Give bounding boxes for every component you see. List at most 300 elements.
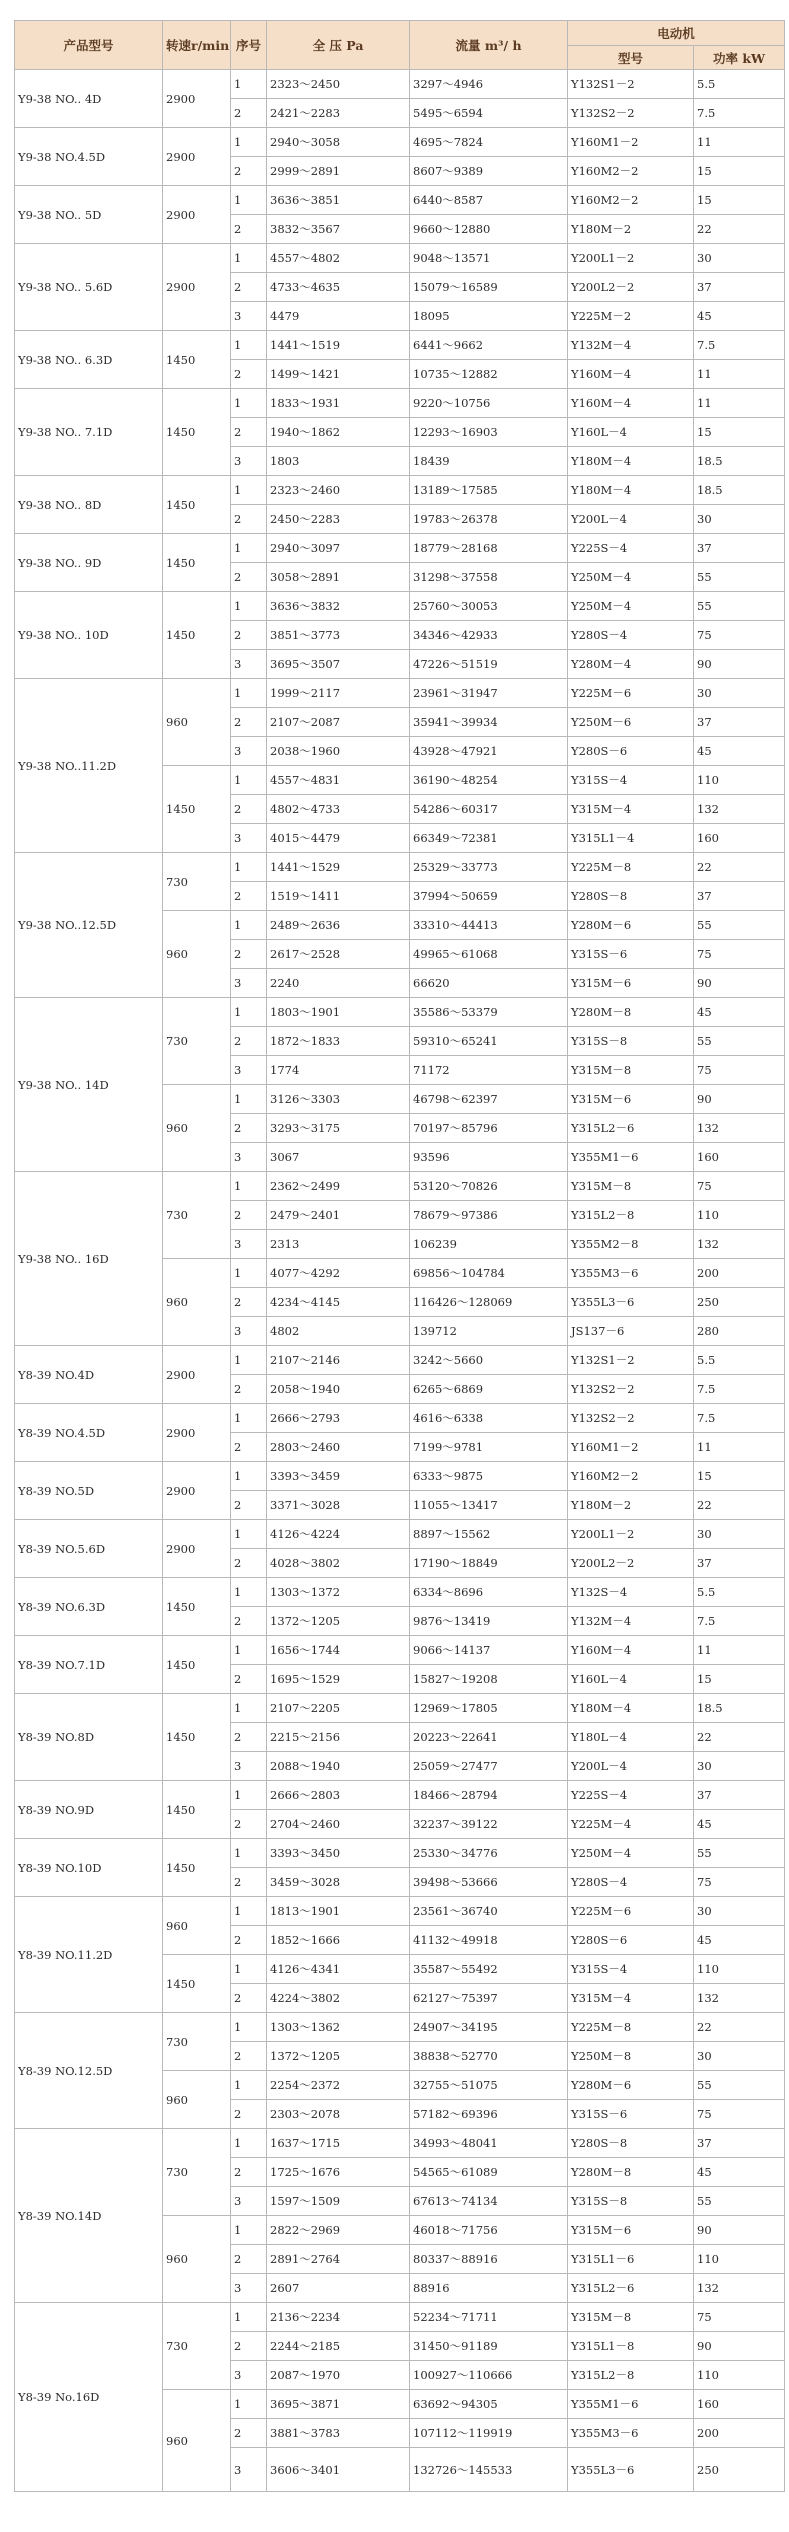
seq-cell: 3 bbox=[231, 2187, 267, 2216]
motor-type-cell: Y315S－8 bbox=[568, 1027, 694, 1056]
flow-cell: 11055～13417 bbox=[410, 1491, 568, 1520]
motor-type-cell: Y355M3－6 bbox=[568, 1259, 694, 1288]
power-cell: 250 bbox=[694, 1288, 785, 1317]
seq-cell: 2 bbox=[231, 1027, 267, 1056]
seq-cell: 3 bbox=[231, 2274, 267, 2303]
table-row bbox=[15, 1462, 785, 1491]
table-row bbox=[15, 1897, 785, 1926]
header-speed: 转速r/min bbox=[163, 21, 231, 70]
seq-cell: 2 bbox=[231, 1926, 267, 1955]
power-cell: 55 bbox=[694, 563, 785, 592]
flow-cell: 6440～8587 bbox=[410, 186, 568, 215]
power-cell: 7.5 bbox=[694, 331, 785, 360]
seq-cell: 2 bbox=[231, 505, 267, 534]
motor-type-cell: Y160L－4 bbox=[568, 418, 694, 447]
table-row bbox=[15, 1694, 785, 1723]
power-cell: 132 bbox=[694, 1114, 785, 1143]
power-cell: 15 bbox=[694, 186, 785, 215]
power-cell: 132 bbox=[694, 1230, 785, 1259]
flow-cell: 8897～15562 bbox=[410, 1520, 568, 1549]
motor-type-cell: Y355L3－6 bbox=[568, 1288, 694, 1317]
power-cell: 200 bbox=[694, 1259, 785, 1288]
seq-cell: 2 bbox=[231, 940, 267, 969]
pressure-cell: 3393～3450 bbox=[267, 1839, 410, 1868]
flow-cell: 25329～33773 bbox=[410, 853, 568, 882]
power-cell: 15 bbox=[694, 418, 785, 447]
pressure-cell: 1872～1833 bbox=[267, 1027, 410, 1056]
motor-type-cell: Y160M2－2 bbox=[568, 1462, 694, 1491]
motor-type-cell: Y132S2－2 bbox=[568, 99, 694, 128]
speed-cell: 1450 bbox=[163, 389, 231, 476]
power-cell: 37 bbox=[694, 1549, 785, 1578]
pressure-cell: 2450～2283 bbox=[267, 505, 410, 534]
pressure-cell: 1833～1931 bbox=[267, 389, 410, 418]
pressure-cell: 4126～4224 bbox=[267, 1520, 410, 1549]
pressure-cell: 3293～3175 bbox=[267, 1114, 410, 1143]
speed-cell: 2900 bbox=[163, 186, 231, 244]
table-row bbox=[15, 998, 785, 1027]
motor-type-cell: Y225M－4 bbox=[568, 1810, 694, 1839]
motor-type-cell: Y180M－2 bbox=[568, 215, 694, 244]
pressure-cell: 3126～3303 bbox=[267, 1085, 410, 1114]
pressure-cell: 4802 bbox=[267, 1317, 410, 1346]
flow-cell: 49965～61068 bbox=[410, 940, 568, 969]
speed-cell: 2900 bbox=[163, 244, 231, 331]
flow-cell: 39498～53666 bbox=[410, 1868, 568, 1897]
motor-type-cell: Y315M－4 bbox=[568, 795, 694, 824]
seq-cell: 1 bbox=[231, 998, 267, 1027]
power-cell: 45 bbox=[694, 1926, 785, 1955]
motor-type-cell: Y250M－4 bbox=[568, 1839, 694, 1868]
power-cell: 280 bbox=[694, 1317, 785, 1346]
motor-type-cell: Y315M－8 bbox=[568, 1172, 694, 1201]
flow-cell: 116426～128069 bbox=[410, 1288, 568, 1317]
power-cell: 5.5 bbox=[694, 70, 785, 99]
table-row bbox=[15, 389, 785, 418]
model-cell: Y9-38 NO.. 7.1D bbox=[15, 389, 163, 476]
speed-cell: 960 bbox=[163, 1259, 231, 1346]
motor-type-cell: Y180L－4 bbox=[568, 1723, 694, 1752]
power-cell: 75 bbox=[694, 2100, 785, 2129]
flow-cell: 25059～27477 bbox=[410, 1752, 568, 1781]
seq-cell: 3 bbox=[231, 1317, 267, 1346]
table-row bbox=[15, 1578, 785, 1607]
speed-cell: 1450 bbox=[163, 1955, 231, 2013]
model-cell: Y8-39 NO.14D bbox=[15, 2129, 163, 2303]
flow-cell: 18779～28168 bbox=[410, 534, 568, 563]
motor-type-cell: Y355L3－6 bbox=[568, 2448, 694, 2492]
seq-cell: 2 bbox=[231, 215, 267, 244]
flow-cell: 57182～69396 bbox=[410, 2100, 568, 2129]
power-cell: 37 bbox=[694, 882, 785, 911]
seq-cell: 2 bbox=[231, 1491, 267, 1520]
seq-cell: 1 bbox=[231, 2129, 267, 2158]
flow-cell: 34346～42933 bbox=[410, 621, 568, 650]
model-cell: Y8-39 NO.8D bbox=[15, 1694, 163, 1781]
motor-type-cell: Y160M－4 bbox=[568, 1636, 694, 1665]
power-cell: 160 bbox=[694, 2390, 785, 2419]
speed-cell: 730 bbox=[163, 2129, 231, 2216]
motor-type-cell: Y180M－4 bbox=[568, 447, 694, 476]
table-row bbox=[15, 592, 785, 621]
power-cell: 11 bbox=[694, 128, 785, 157]
pressure-cell: 1499～1421 bbox=[267, 360, 410, 389]
pressure-cell: 2666～2793 bbox=[267, 1404, 410, 1433]
pressure-cell: 2240 bbox=[267, 969, 410, 998]
pressure-cell: 3459～3028 bbox=[267, 1868, 410, 1897]
seq-cell: 2 bbox=[231, 2245, 267, 2274]
flow-cell: 31450～91189 bbox=[410, 2332, 568, 2361]
header-power: 功率 kW bbox=[694, 46, 785, 70]
motor-type-cell: Y200L－4 bbox=[568, 1752, 694, 1781]
model-cell: Y8-39 NO.6.3D bbox=[15, 1578, 163, 1636]
power-cell: 22 bbox=[694, 853, 785, 882]
speed-cell: 1450 bbox=[163, 766, 231, 853]
flow-cell: 6333～9875 bbox=[410, 1462, 568, 1491]
seq-cell: 1 bbox=[231, 1636, 267, 1665]
motor-type-cell: Y280M－6 bbox=[568, 2071, 694, 2100]
seq-cell: 1 bbox=[231, 476, 267, 505]
seq-cell: 1 bbox=[231, 1346, 267, 1375]
seq-cell: 1 bbox=[231, 2390, 267, 2419]
flow-cell: 88916 bbox=[410, 2274, 568, 2303]
seq-cell: 1 bbox=[231, 331, 267, 360]
motor-type-cell: Y180M－2 bbox=[568, 1491, 694, 1520]
power-cell: 75 bbox=[694, 940, 785, 969]
seq-cell: 1 bbox=[231, 186, 267, 215]
flow-cell: 71172 bbox=[410, 1056, 568, 1085]
pressure-cell: 2891～2764 bbox=[267, 2245, 410, 2274]
power-cell: 160 bbox=[694, 1143, 785, 1172]
flow-cell: 78679～97386 bbox=[410, 1201, 568, 1230]
flow-cell: 5495～6594 bbox=[410, 99, 568, 128]
seq-cell: 2 bbox=[231, 360, 267, 389]
header-seq: 序号 bbox=[231, 21, 267, 70]
power-cell: 160 bbox=[694, 824, 785, 853]
seq-cell: 2 bbox=[231, 273, 267, 302]
flow-cell: 54286～60317 bbox=[410, 795, 568, 824]
seq-cell: 3 bbox=[231, 969, 267, 998]
model-cell: Y9-38 NO.. 8D bbox=[15, 476, 163, 534]
speed-cell: 2900 bbox=[163, 70, 231, 128]
motor-type-cell: Y180M－4 bbox=[568, 476, 694, 505]
flow-cell: 43928～47921 bbox=[410, 737, 568, 766]
model-cell: Y8-39 NO.4.5D bbox=[15, 1404, 163, 1462]
seq-cell: 1 bbox=[231, 1259, 267, 1288]
power-cell: 30 bbox=[694, 679, 785, 708]
pressure-cell: 4802～4733 bbox=[267, 795, 410, 824]
flow-cell: 66620 bbox=[410, 969, 568, 998]
motor-type-cell: Y250M－8 bbox=[568, 2042, 694, 2071]
pressure-cell: 2107～2087 bbox=[267, 708, 410, 737]
motor-type-cell: Y315S－4 bbox=[568, 766, 694, 795]
power-cell: 110 bbox=[694, 1955, 785, 1984]
seq-cell: 1 bbox=[231, 911, 267, 940]
power-cell: 45 bbox=[694, 2158, 785, 2187]
seq-cell: 2 bbox=[231, 2100, 267, 2129]
motor-type-cell: Y225S－4 bbox=[568, 1781, 694, 1810]
table-row bbox=[15, 1520, 785, 1549]
power-cell: 75 bbox=[694, 621, 785, 650]
motor-type-cell: Y315L2－8 bbox=[568, 2361, 694, 2390]
seq-cell: 1 bbox=[231, 2071, 267, 2100]
seq-cell: 2 bbox=[231, 2042, 267, 2071]
motor-type-cell: Y315M－6 bbox=[568, 1085, 694, 1114]
motor-type-cell: Y225S－4 bbox=[568, 534, 694, 563]
header-model: 产品型号 bbox=[15, 21, 163, 70]
seq-cell: 2 bbox=[231, 2332, 267, 2361]
pressure-cell: 1372～1205 bbox=[267, 1607, 410, 1636]
power-cell: 110 bbox=[694, 766, 785, 795]
power-cell: 55 bbox=[694, 911, 785, 940]
table-row bbox=[15, 331, 785, 360]
motor-type-cell: Y132S－4 bbox=[568, 1578, 694, 1607]
model-cell: Y9-38 NO.. 5D bbox=[15, 186, 163, 244]
flow-cell: 9220～10756 bbox=[410, 389, 568, 418]
speed-cell: 1450 bbox=[163, 331, 231, 389]
pressure-cell: 1695～1529 bbox=[267, 1665, 410, 1694]
model-cell: Y9-38 NO.. 5.6D bbox=[15, 244, 163, 331]
motor-type-cell: Y225M－2 bbox=[568, 302, 694, 331]
seq-cell: 2 bbox=[231, 2158, 267, 2187]
power-cell: 7.5 bbox=[694, 1375, 785, 1404]
pressure-cell: 2038～1960 bbox=[267, 737, 410, 766]
power-cell: 30 bbox=[694, 244, 785, 273]
pressure-cell: 2323～2450 bbox=[267, 70, 410, 99]
speed-cell: 2900 bbox=[163, 128, 231, 186]
speed-cell: 1450 bbox=[163, 592, 231, 679]
seq-cell: 2 bbox=[231, 1723, 267, 1752]
power-cell: 45 bbox=[694, 998, 785, 1027]
speed-cell: 2900 bbox=[163, 1462, 231, 1520]
speed-cell: 1450 bbox=[163, 476, 231, 534]
seq-cell: 2 bbox=[231, 99, 267, 128]
flow-cell: 7199～9781 bbox=[410, 1433, 568, 1462]
pressure-cell: 2362～2499 bbox=[267, 1172, 410, 1201]
table-row bbox=[15, 186, 785, 215]
flow-cell: 15079～16589 bbox=[410, 273, 568, 302]
pressure-cell: 1303～1362 bbox=[267, 2013, 410, 2042]
power-cell: 11 bbox=[694, 1636, 785, 1665]
speed-cell: 1450 bbox=[163, 1578, 231, 1636]
pressure-cell: 3695～3871 bbox=[267, 2390, 410, 2419]
table-row bbox=[15, 853, 785, 882]
pressure-cell: 1725～1676 bbox=[267, 2158, 410, 2187]
seq-cell: 2 bbox=[231, 1288, 267, 1317]
motor-type-cell: Y315M－8 bbox=[568, 1056, 694, 1085]
seq-cell: 1 bbox=[231, 244, 267, 273]
speed-cell: 960 bbox=[163, 2071, 231, 2129]
speed-cell: 1450 bbox=[163, 1781, 231, 1839]
motor-type-cell: Y200L2－2 bbox=[568, 1549, 694, 1578]
power-cell: 18.5 bbox=[694, 1694, 785, 1723]
pressure-cell: 1597～1509 bbox=[267, 2187, 410, 2216]
power-cell: 37 bbox=[694, 708, 785, 737]
seq-cell: 2 bbox=[231, 882, 267, 911]
seq-cell: 1 bbox=[231, 2013, 267, 2042]
seq-cell: 1 bbox=[231, 1781, 267, 1810]
pressure-cell: 2940～3058 bbox=[267, 128, 410, 157]
seq-cell: 2 bbox=[231, 1433, 267, 1462]
flow-cell: 139712 bbox=[410, 1317, 568, 1346]
speed-cell: 1450 bbox=[163, 1839, 231, 1897]
motor-type-cell: Y280S－6 bbox=[568, 737, 694, 766]
power-cell: 30 bbox=[694, 1897, 785, 1926]
speed-cell: 960 bbox=[163, 2216, 231, 2303]
speed-cell: 2900 bbox=[163, 1346, 231, 1404]
power-cell: 18.5 bbox=[694, 476, 785, 505]
table-row bbox=[15, 2129, 785, 2158]
table-row bbox=[15, 2013, 785, 2042]
pressure-cell: 2107～2146 bbox=[267, 1346, 410, 1375]
speed-cell: 1450 bbox=[163, 1636, 231, 1694]
flow-cell: 4616～6338 bbox=[410, 1404, 568, 1433]
seq-cell: 2 bbox=[231, 708, 267, 737]
seq-cell: 1 bbox=[231, 128, 267, 157]
pressure-cell: 2136～2234 bbox=[267, 2303, 410, 2332]
power-cell: 75 bbox=[694, 1172, 785, 1201]
flow-cell: 67613～74134 bbox=[410, 2187, 568, 2216]
pressure-cell: 3371～3028 bbox=[267, 1491, 410, 1520]
flow-cell: 52234～71711 bbox=[410, 2303, 568, 2332]
motor-type-cell: Y225M－8 bbox=[568, 853, 694, 882]
power-cell: 75 bbox=[694, 1056, 785, 1085]
flow-cell: 132726～145533 bbox=[410, 2448, 568, 2492]
seq-cell: 3 bbox=[231, 824, 267, 853]
seq-cell: 1 bbox=[231, 592, 267, 621]
motor-type-cell: Y315L1－4 bbox=[568, 824, 694, 853]
pressure-cell: 4479 bbox=[267, 302, 410, 331]
motor-type-cell: Y160M1－2 bbox=[568, 1433, 694, 1462]
model-cell: Y9-38 NO..11.2D bbox=[15, 679, 163, 853]
motor-type-cell: Y200L1－2 bbox=[568, 244, 694, 273]
flow-cell: 107112～119919 bbox=[410, 2419, 568, 2448]
motor-type-cell: Y315M－6 bbox=[568, 2216, 694, 2245]
power-cell: 7.5 bbox=[694, 99, 785, 128]
flow-cell: 100927～110666 bbox=[410, 2361, 568, 2390]
motor-type-cell: Y160M－4 bbox=[568, 360, 694, 389]
seq-cell: 1 bbox=[231, 679, 267, 708]
seq-cell: 3 bbox=[231, 2448, 267, 2492]
speed-cell: 960 bbox=[163, 679, 231, 766]
pressure-cell: 1441～1519 bbox=[267, 331, 410, 360]
seq-cell: 1 bbox=[231, 389, 267, 418]
pressure-cell: 2215～2156 bbox=[267, 1723, 410, 1752]
motor-type-cell: Y132S1－2 bbox=[568, 1346, 694, 1375]
pressure-cell: 1303～1372 bbox=[267, 1578, 410, 1607]
motor-type-cell: Y225M－6 bbox=[568, 679, 694, 708]
seq-cell: 2 bbox=[231, 1201, 267, 1230]
model-cell: Y9-38 NO.. 6.3D bbox=[15, 331, 163, 389]
flow-cell: 15827～19208 bbox=[410, 1665, 568, 1694]
flow-cell: 23561～36740 bbox=[410, 1897, 568, 1926]
power-cell: 15 bbox=[694, 1462, 785, 1491]
power-cell: 90 bbox=[694, 969, 785, 998]
seq-cell: 2 bbox=[231, 1549, 267, 1578]
flow-cell: 31298～37558 bbox=[410, 563, 568, 592]
seq-cell: 1 bbox=[231, 853, 267, 882]
table-row bbox=[15, 1781, 785, 1810]
power-cell: 45 bbox=[694, 1810, 785, 1839]
flow-cell: 33310～44413 bbox=[410, 911, 568, 940]
power-cell: 22 bbox=[694, 215, 785, 244]
motor-type-cell: Y280S－6 bbox=[568, 1926, 694, 1955]
power-cell: 11 bbox=[694, 360, 785, 389]
pressure-cell: 3058～2891 bbox=[267, 563, 410, 592]
speed-cell: 960 bbox=[163, 1085, 231, 1172]
power-cell: 90 bbox=[694, 1085, 785, 1114]
table-row bbox=[15, 1404, 785, 1433]
model-cell: Y9-38 NO.. 4D bbox=[15, 70, 163, 128]
motor-type-cell: Y180M－4 bbox=[568, 1694, 694, 1723]
flow-cell: 66349～72381 bbox=[410, 824, 568, 853]
flow-cell: 9066～14137 bbox=[410, 1636, 568, 1665]
flow-cell: 3242～5660 bbox=[410, 1346, 568, 1375]
flow-cell: 20223～22641 bbox=[410, 1723, 568, 1752]
pressure-cell: 4234～4145 bbox=[267, 1288, 410, 1317]
power-cell: 37 bbox=[694, 2129, 785, 2158]
model-cell: Y8-39 NO.11.2D bbox=[15, 1897, 163, 2013]
seq-cell: 2 bbox=[231, 157, 267, 186]
flow-cell: 35586～53379 bbox=[410, 998, 568, 1027]
seq-cell: 2 bbox=[231, 1375, 267, 1404]
flow-cell: 80337～88916 bbox=[410, 2245, 568, 2274]
pressure-cell: 2822～2969 bbox=[267, 2216, 410, 2245]
pressure-cell: 2803～2460 bbox=[267, 1433, 410, 1462]
motor-type-cell: Y280S－8 bbox=[568, 2129, 694, 2158]
power-cell: 200 bbox=[694, 2419, 785, 2448]
motor-type-cell: Y315S－8 bbox=[568, 2187, 694, 2216]
flow-cell: 63692～94305 bbox=[410, 2390, 568, 2419]
flow-cell: 34993～48041 bbox=[410, 2129, 568, 2158]
pressure-cell: 2088～1940 bbox=[267, 1752, 410, 1781]
pressure-cell: 4015～4479 bbox=[267, 824, 410, 853]
seq-cell: 2 bbox=[231, 1868, 267, 1897]
motor-type-cell: Y132S2－2 bbox=[568, 1375, 694, 1404]
pressure-cell: 2303～2078 bbox=[267, 2100, 410, 2129]
flow-cell: 37994～50659 bbox=[410, 882, 568, 911]
pressure-cell: 4224～3802 bbox=[267, 1984, 410, 2013]
flow-cell: 9660～12880 bbox=[410, 215, 568, 244]
model-cell: Y8-39 No.16D bbox=[15, 2303, 163, 2492]
flow-cell: 6441～9662 bbox=[410, 331, 568, 360]
pressure-cell: 2704～2460 bbox=[267, 1810, 410, 1839]
power-cell: 15 bbox=[694, 157, 785, 186]
flow-cell: 4695～7824 bbox=[410, 128, 568, 157]
model-cell: Y9-38 NO.. 16D bbox=[15, 1172, 163, 1346]
pressure-cell: 2087～1970 bbox=[267, 2361, 410, 2390]
power-cell: 5.5 bbox=[694, 1578, 785, 1607]
flow-cell: 69856～104784 bbox=[410, 1259, 568, 1288]
pressure-cell: 4126～4341 bbox=[267, 1955, 410, 1984]
power-cell: 90 bbox=[694, 2216, 785, 2245]
pressure-cell: 1372～1205 bbox=[267, 2042, 410, 2071]
flow-cell: 46798～62397 bbox=[410, 1085, 568, 1114]
motor-type-cell: Y160L－4 bbox=[568, 1665, 694, 1694]
model-cell: Y8-39 NO.4D bbox=[15, 1346, 163, 1404]
motor-type-cell: Y250M－4 bbox=[568, 563, 694, 592]
seq-cell: 2 bbox=[231, 418, 267, 447]
flow-cell: 10735～12882 bbox=[410, 360, 568, 389]
seq-cell: 3 bbox=[231, 1230, 267, 1259]
seq-cell: 3 bbox=[231, 1752, 267, 1781]
pressure-cell: 1803～1901 bbox=[267, 998, 410, 1027]
flow-cell: 41132～49918 bbox=[410, 1926, 568, 1955]
motor-type-cell: Y250M－4 bbox=[568, 592, 694, 621]
table-row bbox=[15, 128, 785, 157]
header-motor: 电动机 bbox=[568, 21, 785, 46]
flow-cell: 12293～16903 bbox=[410, 418, 568, 447]
